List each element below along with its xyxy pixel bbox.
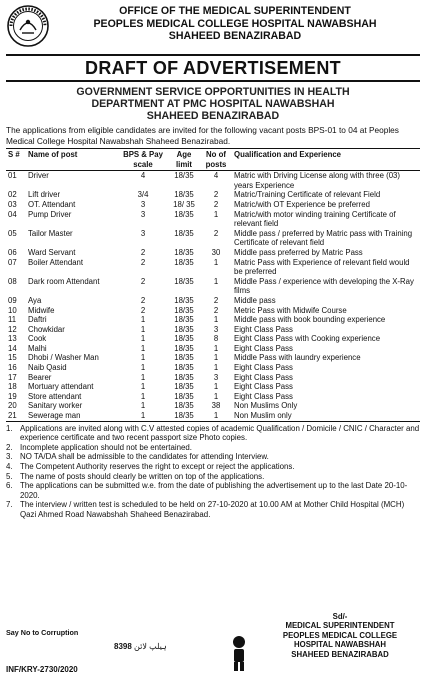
cell-no: 1: [213, 382, 219, 392]
table-row: [6, 411, 420, 421]
cell-post: Lift driver: [28, 190, 61, 200]
helpline-number: 8398: [114, 642, 132, 651]
cell-age: 18/35: [174, 353, 194, 363]
cell-qual: Matric with Driving License along with three (03) years Experience: [234, 171, 400, 190]
table-row: [6, 325, 420, 335]
cell-no: 38: [211, 401, 221, 411]
cell-bps: 3: [140, 209, 146, 219]
cell-age: 18/35: [174, 401, 194, 411]
table-row: [6, 229, 420, 248]
cell-post: Cook: [28, 334, 47, 344]
note-item: [6, 443, 420, 453]
cell-qual: Middle pass preferred by Matric Pass: [234, 247, 363, 257]
note-text: The name of posts should clearly be written on top of the applications.: [20, 471, 265, 481]
cell-age: 18/35: [174, 171, 194, 181]
header-sno: S #: [6, 149, 26, 171]
cell-post: Naib Qasid: [28, 363, 67, 373]
table-row: [6, 382, 420, 392]
cell-no: 1: [213, 363, 219, 373]
cell-post: Store attendant: [28, 391, 82, 401]
cell-bps: 3: [140, 199, 146, 209]
signature-line: Sd/-: [332, 612, 348, 621]
table-row: [6, 334, 420, 344]
cell-bps: 1: [140, 353, 146, 363]
cell-post: Tailor Master: [28, 228, 73, 238]
govt-line: GOVERNMENT SERVICE OPPORTUNITIES IN HEALTH: [76, 86, 350, 98]
cell-qual: Eight Class Pass: [234, 324, 293, 334]
cell-qual: Middle pass with book bounding experience: [234, 315, 386, 325]
cell-no: 8: [213, 334, 219, 344]
cell-qual: Non Muslim only: [232, 411, 420, 421]
table-row: [6, 392, 420, 402]
cell-qual: Matric/Training Certificate of relevant Field: [234, 190, 381, 200]
cell-sno: 12: [8, 324, 17, 334]
cell-post: Bearer: [28, 372, 52, 382]
cell-no: 30: [211, 247, 221, 257]
cell-sno: 03: [8, 199, 17, 209]
header-age: Age limit: [168, 149, 200, 171]
cell-qual: Non Muslims Only: [234, 401, 298, 411]
table-row: [6, 190, 420, 200]
cell-no: 1: [213, 343, 219, 353]
signature-line: MEDICAL SUPERINTENDENT: [285, 621, 395, 631]
cell-qual: Eight Class Pass with Cooking experience: [234, 334, 381, 344]
cell-age: 18/35: [174, 276, 194, 286]
note-item: [6, 424, 420, 443]
table-row: [6, 258, 420, 277]
cell-qual: Matric/with motor winding training Certificate of relevant field: [234, 209, 396, 229]
table-row: [6, 171, 420, 191]
cell-sno: 07: [8, 257, 17, 267]
cell-qual: Metric Pass with Midwife Course: [234, 305, 347, 315]
cell-bps: 2: [140, 257, 146, 267]
sindh-government-seal-icon: [6, 4, 50, 48]
table-row: [6, 363, 420, 373]
cell-bps: 4: [140, 171, 146, 181]
note-number: 7.: [6, 500, 13, 510]
cell-age: 18/35: [174, 305, 194, 315]
cell-qual: Middle Pass with laundry experience: [234, 353, 361, 363]
cell-no: 1: [213, 353, 219, 363]
cell-age: 18/35: [174, 209, 194, 219]
note-number: 2.: [6, 442, 13, 452]
cell-bps: 1: [118, 411, 168, 421]
cell-post: Sanitary worker: [28, 401, 83, 411]
note-number: 1.: [6, 423, 13, 433]
govt-line: DEPARTMENT AT PMC HOSPITAL NAWABSHAH: [91, 98, 335, 110]
notes-list: [6, 424, 420, 520]
cell-bps: 1: [140, 334, 146, 344]
vacancy-rows: [6, 171, 420, 421]
table-row: [6, 296, 420, 306]
office-line: OFFICE OF THE MEDICAL SUPERINTENDENT: [119, 5, 351, 17]
intro-paragraph: The applications from eligible candidates are invited for the following vacant posts BPS-01 to 04 at Peoples Medical College Hospital Nawabshah Shaheed Benazirabad.: [6, 125, 399, 146]
cell-no: 1: [200, 411, 232, 421]
cell-no: 3: [213, 324, 219, 334]
table-header-row: [6, 149, 420, 171]
table-row: [6, 401, 420, 411]
table-row: [6, 306, 420, 316]
helpline-strip: [114, 642, 220, 656]
cell-post: Midwife: [28, 305, 55, 315]
cell-qual: Matric Pass with Experience of relevant field would be preferred: [234, 257, 410, 277]
cell-bps: 1: [140, 401, 146, 411]
cell-sno: 02: [8, 190, 17, 200]
cell-bps: 1: [140, 343, 146, 353]
note-number: 5.: [6, 471, 13, 481]
signature-line: PEOPLES MEDICAL COLLEGE: [282, 630, 398, 640]
cell-post: Dhobi / Washer Man: [28, 353, 99, 363]
cell-post: Sewerage man: [26, 411, 118, 421]
cell-sno: 16: [8, 363, 17, 373]
cell-sno: 18: [8, 382, 17, 392]
note-number: 4.: [6, 462, 13, 471]
note-text: The Competent Authority reserves the right to except or reject the applications.: [20, 462, 295, 471]
cell-bps: 1: [140, 382, 146, 392]
cell-post: Mortuary attendant: [28, 382, 94, 392]
cell-qual: Eight Class Pass: [234, 343, 293, 353]
cell-sno: 09: [8, 295, 17, 305]
cell-qual: Middle pass: [234, 295, 276, 305]
table-row: [6, 353, 420, 363]
note-text: Applications are invited along with C.V attested copies of academic Qualification / Domicile / CNIC / Character and experience certificate and two recent passport size Photo copies.: [20, 423, 420, 443]
note-number: 3.: [6, 452, 13, 462]
cell-bps: 1: [140, 363, 146, 373]
cell-bps: 3: [140, 228, 146, 238]
cell-age: 18/35: [174, 391, 194, 401]
table-row: [6, 248, 420, 258]
cell-qual: Eight Class Pass: [234, 391, 293, 401]
note-text: The interview / written test is scheduled to be held on 27-10-2020 at 10.00 AM at Mother Child Hospital (MCH) Qazi Ahmed Road Nawabshah Shaheed Benazirabad.: [20, 500, 405, 519]
cell-sno: 11: [8, 315, 17, 325]
note-item: [6, 472, 420, 482]
cell-no: 2: [213, 228, 219, 238]
note-text: Incomplete application should not be entertained.: [20, 442, 192, 452]
cell-no: 1: [213, 257, 219, 267]
table-row: [6, 277, 420, 296]
office-heading: [50, 4, 420, 43]
cell-age: 18/35: [174, 334, 194, 344]
cell-age: 18/35: [174, 295, 194, 305]
cell-no: 3: [213, 372, 219, 382]
cell-post: Chowkidar: [28, 324, 65, 334]
cell-bps: 3/4: [137, 190, 149, 200]
cell-no: 1: [213, 276, 219, 286]
cell-bps: 1: [140, 391, 146, 401]
cell-qual: Middle Pass / experience with developing the X-Ray films: [234, 276, 414, 296]
cell-qual: Eight Class Pass: [234, 363, 293, 373]
cell-age: 18/35: [174, 382, 194, 392]
cell-qual: Middle pass / preferred by Matric pass with Training Certificate of relevant field: [234, 228, 413, 248]
cell-no: 2: [213, 295, 219, 305]
header-post: Name of post: [26, 149, 118, 171]
cell-no: 1: [213, 209, 219, 219]
cell-sno: 21: [6, 411, 26, 421]
cell-bps: 2: [140, 295, 146, 305]
signature-block: [264, 612, 416, 659]
header-bps: BPS & Pay scale: [118, 149, 168, 171]
cell-no: 2: [213, 305, 219, 315]
header-qualification: Qualification and Experience: [232, 149, 420, 171]
cell-age: 18/ 35: [173, 199, 195, 209]
cell-post: Daftri: [28, 315, 47, 325]
cell-post: Dark room Attendant: [28, 276, 100, 286]
cell-age: 18/35: [174, 228, 194, 238]
note-text: NO TA/DA shall be admissible to the candidates for attending Interview.: [20, 452, 269, 462]
cell-sno: 06: [8, 247, 17, 257]
cell-bps: 2: [140, 305, 146, 315]
cell-age: 18/35: [174, 257, 194, 267]
cell-sno: 10: [8, 305, 17, 315]
cell-sno: 05: [8, 228, 17, 238]
cell-age: 18/35: [174, 190, 194, 200]
cell-qual: Eight Class Pass: [234, 372, 293, 382]
inf-reference-number: INF/KRY-2730/2020: [6, 665, 78, 674]
note-item: [6, 462, 420, 472]
anti-corruption-motto: Say No to Corruption: [6, 628, 79, 637]
footer-block: [6, 612, 420, 674]
cell-age: 18/35: [168, 411, 200, 421]
child-figure-icon: [224, 634, 254, 672]
note-item: [6, 481, 420, 500]
note-item: [6, 500, 420, 519]
header-no-of-posts: No of posts: [200, 149, 232, 171]
cell-post: Boiler Attendant: [28, 257, 84, 267]
vacancy-table: [6, 148, 420, 422]
cell-age: 18/35: [174, 315, 194, 325]
cell-post: Ward Servant: [28, 247, 76, 257]
cell-bps: 1: [140, 315, 146, 325]
cell-bps: 1: [140, 324, 146, 334]
cell-age: 18/35: [174, 372, 194, 382]
cell-sno: 20: [8, 401, 17, 411]
note-item: [6, 452, 420, 462]
cell-no: 1: [213, 315, 219, 325]
note-number: 6.: [6, 481, 13, 491]
cell-age: 18/35: [174, 324, 194, 334]
note-text: The applications can be submitted w.e. from the date of publishing the advertisement up to the last Date 20-10-2020.: [20, 481, 408, 500]
table-row: [6, 200, 420, 210]
cell-post: Aya: [28, 295, 42, 305]
government-opportunities-heading: [6, 86, 420, 122]
signature-line: SHAHEED BENAZIRABAD: [291, 649, 389, 659]
office-line: PEOPLES MEDICAL COLLEGE HOSPITAL NAWABSHAH: [93, 17, 377, 30]
table-row: [6, 210, 420, 229]
table-row: [6, 373, 420, 383]
cell-post: Pump Driver: [28, 209, 72, 219]
cell-post: Driver: [28, 171, 49, 181]
cell-no: 2: [213, 190, 219, 200]
cell-sno: 15: [8, 353, 17, 363]
office-line: SHAHEED BENAZIRABAD: [168, 30, 302, 42]
table-row: [6, 344, 420, 354]
cell-post: Malhi: [28, 343, 47, 353]
draft-title: DRAFT OF ADVERTISEMENT: [6, 54, 420, 82]
table-row: [6, 315, 420, 325]
cell-bps: 2: [140, 247, 146, 257]
cell-sno: 04: [8, 209, 17, 219]
cell-no: 1: [213, 391, 219, 401]
cell-post: OT. Attendant: [28, 199, 76, 209]
cell-age: 18/35: [174, 363, 194, 373]
cell-sno: 19: [8, 391, 17, 401]
cell-age: 18/35: [174, 247, 194, 257]
cell-qual: Matric/with OT Experience be preferred: [234, 199, 370, 209]
cell-sno: 13: [8, 334, 17, 344]
signature-line: HOSPITAL NAWABSHAH: [294, 640, 386, 650]
helpline-urdu-text: ہیلپ لائن: [134, 642, 167, 651]
header-block: [6, 4, 420, 52]
cell-no: 4: [213, 171, 219, 181]
cell-age: 18/35: [174, 343, 194, 353]
cell-sno: 01: [8, 171, 17, 181]
cell-no: 2: [213, 199, 219, 209]
govt-line: SHAHEED BENAZIRABAD: [146, 110, 280, 122]
cell-sno: 17: [8, 372, 17, 382]
cell-bps: 2: [140, 276, 146, 286]
cell-qual: Eight Class Pass: [234, 382, 293, 392]
cell-sno: 08: [8, 276, 17, 286]
cell-sno: 14: [8, 343, 17, 353]
cell-bps: 1: [140, 372, 146, 382]
